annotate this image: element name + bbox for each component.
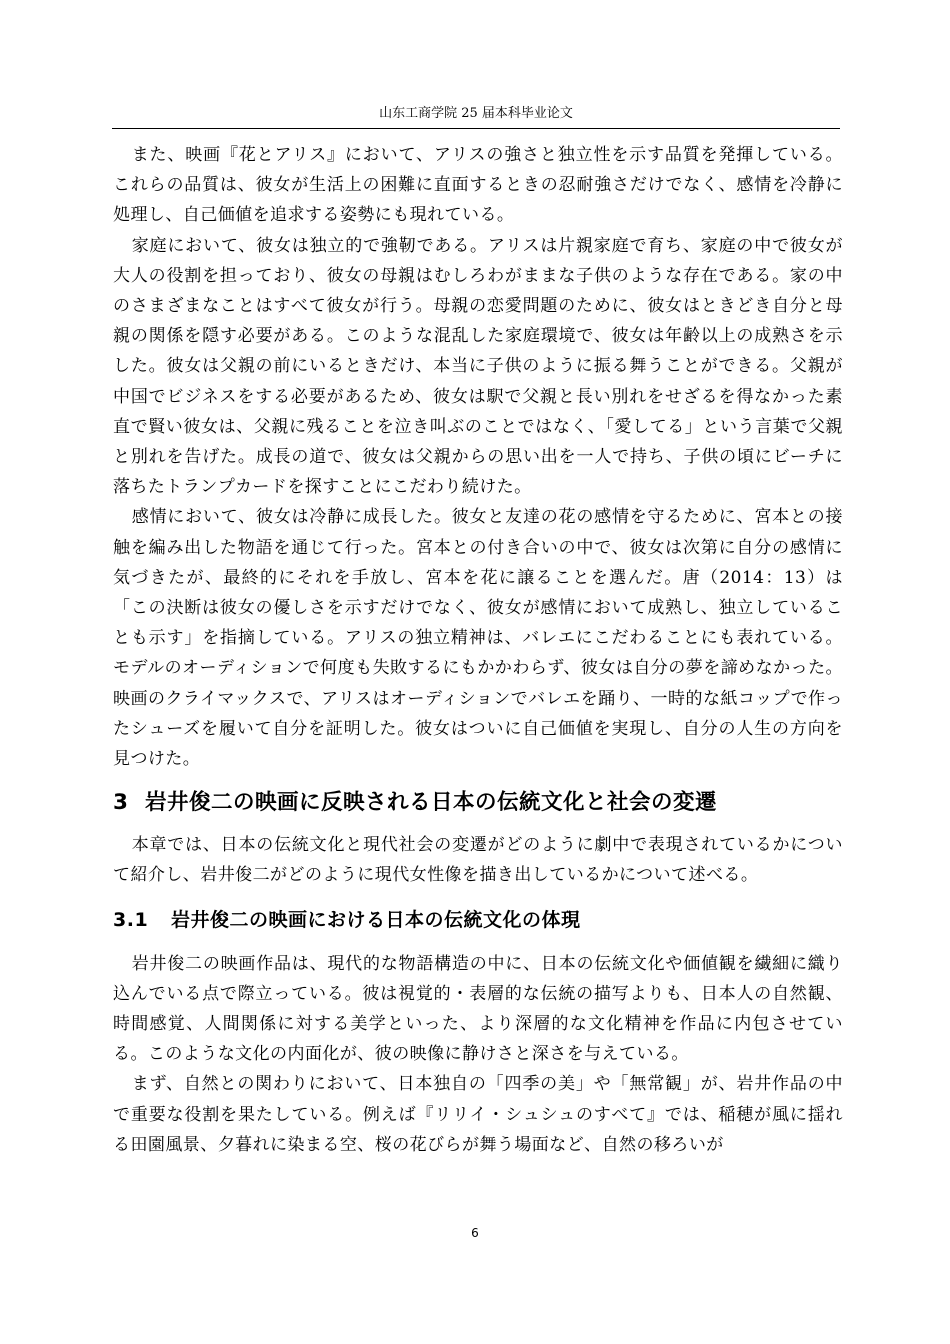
running-header: 山东工商学院 25 届本科毕业论文 (379, 106, 573, 121)
section-3-number: 3 (113, 790, 129, 816)
page-number: 6 (471, 1226, 479, 1240)
section-3-intro: 本章では、日本の伝統文化と現代社会の変遷がどのように劇中で表現されているかについて紹介し、岩井俊二がどのように現代女性像を描き出しているかについて述べる。 (113, 835, 843, 886)
section-3-title: 岩井俊二の映画に反映される日本の伝統文化と社会の変遷 (145, 790, 718, 816)
paragraph-family: 家庭において、彼女は独立的で強靭である。アリスは片親家庭で育ち、家庭の中で彼女が大人の役割を担っており、彼女の母親はむしろわがままな子供のような存在である。家の中のさまざまなことはすべて彼女が行う。母親の恋愛問題のために、彼女はときどき自分と母親の関係を隠す必要がある。このような混乱した家庭環境で、彼女は年齢以上の成熟さを示した。彼女は父親の前にいるときだけ、本当に子供のように振る舞うことができる。父親が中国でビジネスをする必要があるため、彼女は駅で父親と長い別れをせざるを得なかった素直で賢い彼女は、父親に残ることを泣き叫ぶのことではなく、「愛してる」という言葉で父親と別れを告げた。成長の道で、彼女は父親からの思い出を一人で持ち、子供の頃にビーチに落ちたトランプカードを探すことにこだわり続けた。 (113, 235, 843, 498)
paragraph-emotion: 感情において、彼女は冷静に成長した。彼女と友達の花の感情を守るために、宮本との接触を編み出した物語を通じて行った。宮本との付き合いの中で、彼女は次第に自分の感情に気づきたが、最終的にそれを手放し、宮本を花に譲ることを選んだ。唐（2014：13）は「この決断は彼女の優しさを示すだけでなく、彼女が感情において成熟し、独立していることも示す」を指摘している。アリスの独立精神は、バレエにこだわることにも表れている。モデルのオーディションで何度も失敗するにもかかわらず、彼女は自分の夢を諦めなかった。映画のクライマックスで、アリスはオーディションでバレエを踊り、一時的な紙コップで作ったシューズを履いて自分を証明した。彼女はついに自己価値を実現し、自分の人生の方向を見つけた。 (113, 507, 843, 770)
header-divider (112, 128, 840, 129)
paragraph-alice-qualities: また、映画『花とアリス』において、アリスの強さと独立性を示す品質を発揮している。これらの品質は、彼女が生活上の困難に直面するときの忍耐強さだけでなく、感情を冷静に処理し、自己価値を追求する姿勢にも現れている。 (113, 145, 843, 226)
paragraph-nature: まず、自然との関わりにおいて、日本独自の「四季の美」や「無常観」が、岩井作品の中で重要な役割を果たしている。例えば『リリイ・シュシュのすべて』では、稲穂が風に揺れる田園風景、夕暮れに染まる空、桜の花びらが舞う場面など、自然の移ろいが (113, 1074, 843, 1155)
body-text (113, 140, 843, 1160)
paragraph-tradition: 岩井俊二の映画作品は、現代的な物語構造の中に、日本の伝統文化や価値観を繊細に織り込んでいる点で際立っている。彼は視覚的・表層的な伝統の描写よりも、日本人の自然観、時間感覚、人間関係に対する美学といった、より深層的な文化精神を作品に内包させている。このような文化の内面化が、彼の映像に静けさと深さを与えている。 (113, 953, 843, 1065)
section-3-1-title: 岩井俊二の映画における日本の伝統文化の体現 (171, 908, 581, 931)
section-3-1-heading (113, 905, 843, 935)
section-3-1-number: 3.1 (113, 908, 149, 931)
section-3-heading (113, 788, 843, 818)
